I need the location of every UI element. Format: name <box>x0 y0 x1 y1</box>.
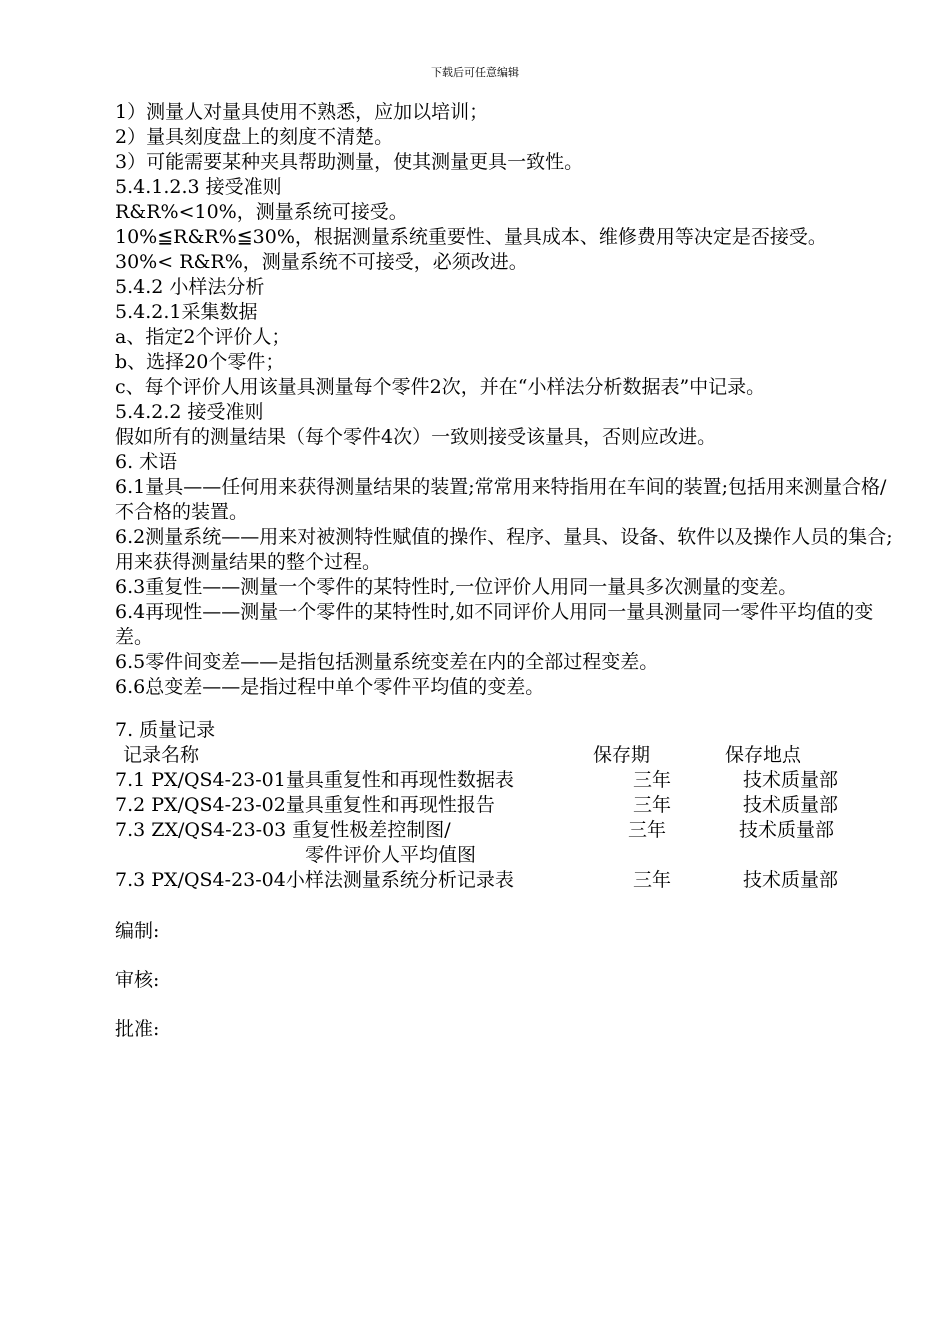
record-location: 技术质量部 <box>743 869 839 891</box>
term-definition: 6.5零件间变差——是指包括测量系统变差在内的全部过程变差。 <box>115 651 659 673</box>
record-location: 技术质量部 <box>743 794 839 816</box>
section-heading: 5.4.1.2.3 接受准则 <box>115 176 282 198</box>
term-definition: 6.2测量系统——用来对被测特性赋值的操作、程序、量具、设备、软件以及操作人员的集合;用来获得测量结果的整个过程。 <box>115 526 893 573</box>
record-location: 技术质量部 <box>743 769 839 791</box>
records-header-location: 保存地点 <box>725 744 802 766</box>
signature-approved-by: 批准: <box>115 1018 160 1040</box>
record-name: 7.3 ZX/QS4-23-03 重复性极差控制图/ <box>115 819 451 841</box>
term-definition: 6.1量具——任何用来获得测量结果的装置;常常用来特指用在车间的装置;包括用来测量合格/不合格的装置。 <box>115 476 887 523</box>
spacer <box>115 700 905 718</box>
records-row <box>115 818 905 843</box>
text-line: 10%≦R&R%≦30%，根据测量系统重要性、量具成本、维修费用等决定是否接受。 <box>115 226 827 248</box>
records-row <box>115 868 905 893</box>
list-item: a、指定2个评价人； <box>115 326 291 348</box>
records-header-name: 记录名称 <box>123 744 200 766</box>
list-item: c、每个评价人用该量具测量每个零件2次，并在“小样法分析数据表”中记录。 <box>115 376 766 398</box>
record-name-continuation: 零件评价人平均值图 <box>305 844 477 866</box>
record-period: 三年 <box>633 794 672 816</box>
record-period: 三年 <box>628 819 667 841</box>
section-heading: 6. 术语 <box>115 451 178 473</box>
text-line: 1）测量人对量具使用不熟悉，应加以培训； <box>115 101 489 123</box>
records-header <box>115 743 905 768</box>
section-heading: 5.4.2.2 接受准则 <box>115 401 264 423</box>
records-row <box>115 768 905 793</box>
text-line: 2）量具刻度盘上的刻度不清楚。 <box>115 126 394 148</box>
record-name: 7.2 PX/QS4-23-02量具重复性和再现性报告 <box>115 794 495 816</box>
page-header: 下载后可任意编辑 <box>431 66 519 79</box>
signature-reviewed-by: 审核: <box>115 969 160 991</box>
list-item: b、选择20个零件； <box>115 351 285 373</box>
section-heading: 5.4.2.1采集数据 <box>115 301 258 323</box>
term-definition: 6.3重复性——测量一个零件的某特性时,一位评价人用同一量具多次测量的变差。 <box>115 576 798 598</box>
text-line: 假如所有的测量结果（每个零件4次）一致则接受该量具，否则应改进。 <box>115 426 717 448</box>
record-period: 三年 <box>633 869 672 891</box>
document-body <box>115 100 905 1042</box>
records-row <box>115 793 905 818</box>
signature-prepared-by: 编制: <box>115 920 160 942</box>
section-heading: 7. 质量记录 <box>115 719 216 741</box>
text-line: R&R%<10%，测量系统可接受。 <box>115 201 408 223</box>
record-name: 7.3 PX/QS4-23-04小样法测量系统分析记录表 <box>115 869 514 891</box>
term-definition: 6.4再现性——测量一个零件的某特性时,如不同评价人用同一量具测量同一零件平均值的变差。 <box>115 601 874 648</box>
text-line: 3）可能需要某种夹具帮助测量，使其测量更具一致性。 <box>115 151 584 173</box>
record-name: 7.1 PX/QS4-23-01量具重复性和再现性数据表 <box>115 769 514 791</box>
record-period: 三年 <box>633 769 672 791</box>
records-header-period: 保存期 <box>593 744 651 766</box>
section-heading: 5.4.2 小样法分析 <box>115 276 265 298</box>
record-location: 技术质量部 <box>739 819 835 841</box>
text-line: 30%< R&R%，测量系统不可接受，必须改进。 <box>115 251 528 273</box>
term-definition: 6.6总变差——是指过程中单个零件平均值的变差。 <box>115 676 545 698</box>
